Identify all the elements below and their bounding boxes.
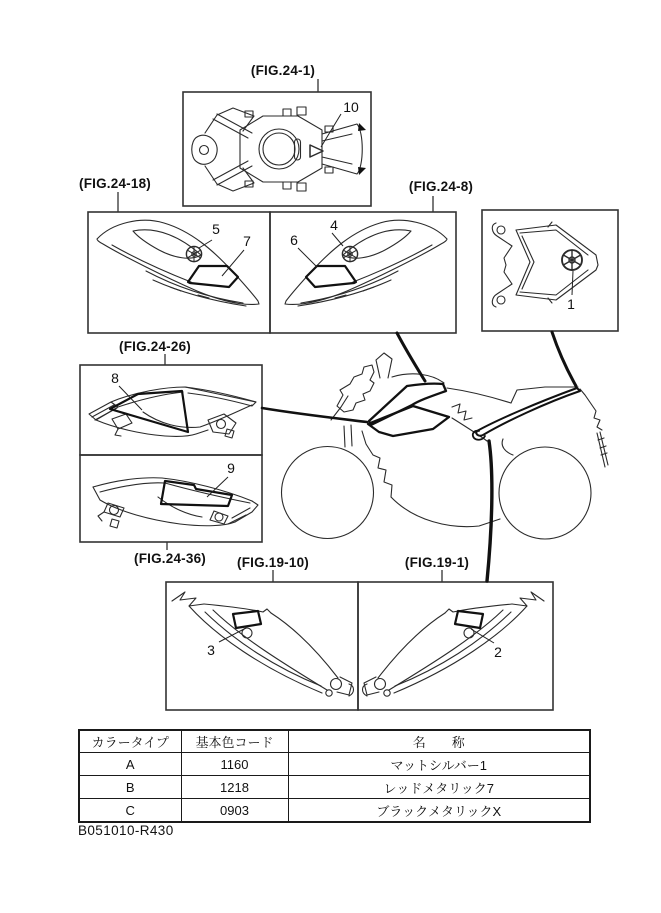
callout-2: 2 <box>494 644 502 660</box>
tail-cover-right <box>363 592 545 696</box>
color-type-cell: A <box>79 753 181 776</box>
figure-label-24-18: (FIG.24-18) <box>79 176 151 191</box>
windscreen <box>376 353 392 378</box>
table-row <box>79 753 590 776</box>
header-color-code: 基本色コード <box>181 730 288 753</box>
header-color-name: 名 称 <box>288 730 590 753</box>
cowl-bracket-drawing <box>492 222 598 307</box>
table-row <box>79 799 590 823</box>
fairing-left <box>97 220 259 306</box>
figure-box-24-18 <box>88 212 270 333</box>
color-code-cell: 1218 <box>181 776 288 799</box>
callout-7: 7 <box>243 233 251 249</box>
color-type-cell: C <box>79 799 181 823</box>
label-ticks <box>118 79 442 582</box>
figure-label-19-10: (FIG.19-10) <box>237 555 309 570</box>
front-wheel <box>282 447 374 539</box>
callout-3: 3 <box>207 642 215 658</box>
callout-6: 6 <box>290 232 298 248</box>
color-name-cell: ブラックメタリックX <box>288 799 590 823</box>
callout-1: 1 <box>567 296 575 312</box>
motorcycle-silhouette <box>282 353 609 539</box>
figure-label-19-1: (FIG.19-1) <box>404 555 470 570</box>
tail-cover-left <box>172 592 354 696</box>
figure-label-24-36: (FIG.24-36) <box>134 551 206 566</box>
color-table-header-row <box>79 730 590 753</box>
figure-box-19-10 <box>166 582 358 710</box>
figure-box-19-1 <box>358 582 553 710</box>
color-table <box>78 729 591 823</box>
table-row <box>79 776 590 799</box>
rear-wheel <box>499 447 591 539</box>
figure-label-24-8: (FIG.24-8) <box>408 179 474 194</box>
figure-box-24-26 <box>80 365 262 455</box>
connector-leaders <box>262 332 576 581</box>
callout-9: 9 <box>227 460 235 476</box>
fairing-right <box>285 217 447 306</box>
figure-label-24-26: (FIG.24-26) <box>119 339 191 354</box>
callout-4: 4 <box>330 217 338 233</box>
header-color-type: カラータイプ <box>79 730 181 753</box>
tank-cover-left-drawing <box>89 387 256 438</box>
callout-5: 5 <box>212 221 220 237</box>
color-type-cell: B <box>79 776 181 799</box>
tail-highlight <box>476 388 580 436</box>
figure-box-part1 <box>482 210 618 331</box>
color-name-cell: マットシルバー1 <box>288 753 590 776</box>
color-code-cell: 0903 <box>181 799 288 823</box>
figure-label-24-1: (FIG.24-1) <box>250 63 316 78</box>
callout-8: 8 <box>111 370 119 386</box>
drawing-code: B051010-R430 <box>78 823 174 838</box>
callout-10: 10 <box>343 99 359 115</box>
tank-cover-right-drawing <box>93 478 258 528</box>
figure-boxes <box>80 92 618 710</box>
color-name-cell: レッドメタリック7 <box>288 776 590 799</box>
top-cowl-drawing <box>192 107 366 191</box>
color-code-cell: 1160 <box>181 753 288 776</box>
